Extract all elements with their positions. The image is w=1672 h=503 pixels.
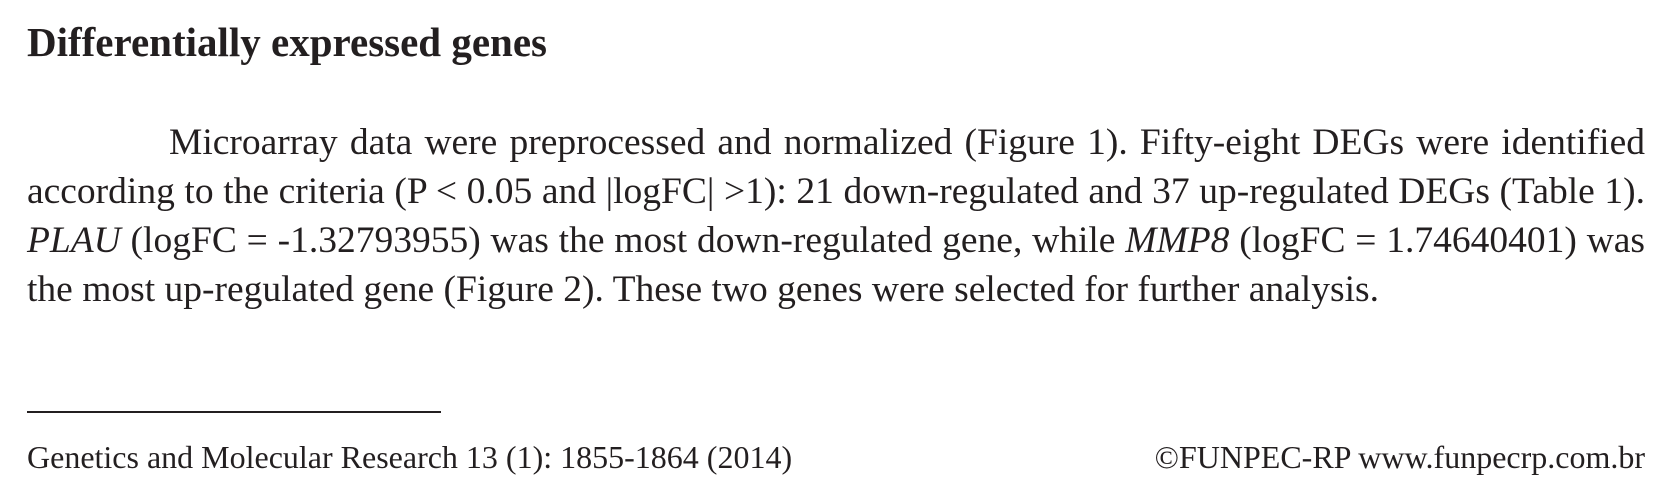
publisher-copyright: ©FUNPEC-RP www.funpecrp.com.br <box>1154 439 1645 475</box>
paragraph-text-segment: Microarray data were preprocessed and normalized (Figure 1). Fifty-eight DEGs were identified according to the criteria (P < 0.05 and |logFC| >1): 21 down-regulated and 37 up-regulated DEGs (Table 1). <box>27 122 1645 212</box>
gene-name-plau: PLAU <box>27 220 121 261</box>
paragraph-text-segment: (logFC = -1.32793955) was the most down-regulated gene, while <box>120 220 1126 261</box>
body-paragraph <box>27 118 1645 314</box>
paragraph-text-segment: (logFC = 1.74640401) was the most up-regulated gene (Figure 2). These two genes were selected for further analysis. <box>27 220 1646 310</box>
footer-divider <box>27 411 441 413</box>
section-heading: Differentially expressed genes <box>27 19 548 65</box>
gene-name-mmp8: MMP8 <box>1125 220 1230 261</box>
journal-citation: Genetics and Molecular Research 13 (1): 1855-1864 (2014) <box>27 439 793 475</box>
